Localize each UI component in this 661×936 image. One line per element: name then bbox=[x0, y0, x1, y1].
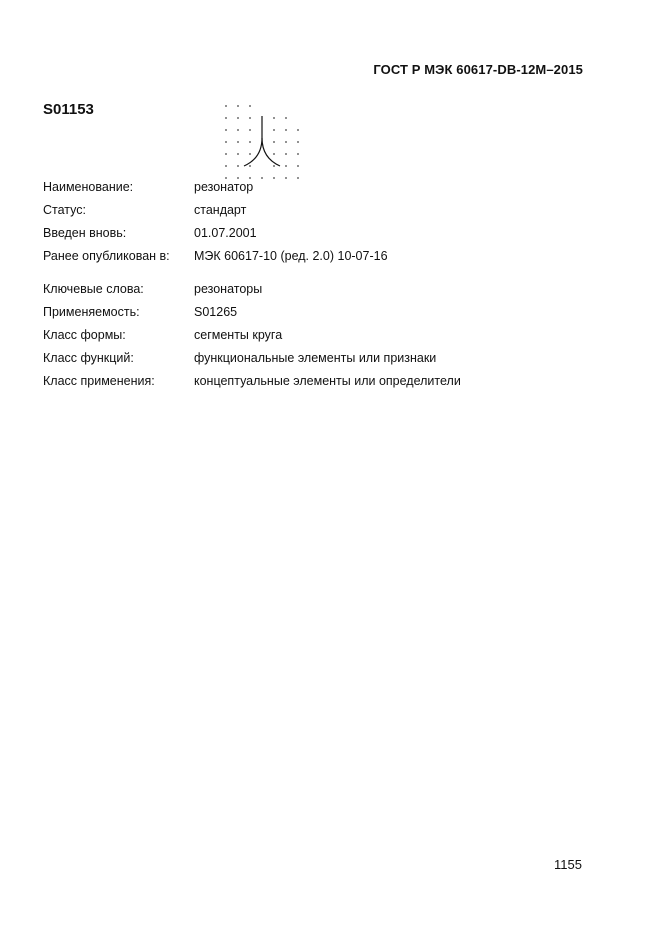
property-value: 01.07.2001 bbox=[194, 226, 257, 240]
property-value: S01265 bbox=[194, 305, 238, 319]
property-value: концептуальные элементы или определители bbox=[194, 374, 461, 388]
property-row-name bbox=[43, 179, 461, 202]
property-value: МЭК 60617-10 (ред. 2.0) 10-07-16 bbox=[194, 249, 388, 263]
property-row-application-class bbox=[43, 373, 461, 396]
property-value: резонаторы bbox=[194, 282, 263, 296]
property-label: Статус: bbox=[43, 203, 86, 217]
property-label: Ранее опубликован в: bbox=[43, 249, 170, 263]
property-value: стандарт bbox=[194, 203, 247, 217]
resonator-arcs bbox=[244, 116, 280, 166]
property-label: Наименование: bbox=[43, 180, 134, 194]
property-row-keywords bbox=[43, 281, 461, 304]
property-label: Введен вновь: bbox=[43, 226, 127, 240]
property-row-function-class bbox=[43, 350, 461, 373]
property-value: резонатор bbox=[194, 180, 254, 194]
property-value: сегменты круга bbox=[194, 328, 283, 342]
property-row-previously-published bbox=[43, 248, 461, 271]
section-gap bbox=[43, 271, 461, 281]
property-label: Класс формы: bbox=[43, 328, 126, 342]
property-row-status bbox=[43, 202, 461, 225]
property-label: Класс применения: bbox=[43, 374, 155, 388]
property-row-applicability bbox=[43, 304, 461, 327]
property-label: Применяемость: bbox=[43, 305, 140, 319]
properties-table bbox=[43, 179, 461, 396]
property-label: Ключевые слова: bbox=[43, 282, 144, 296]
property-label: Класс функций: bbox=[43, 351, 134, 365]
page-number: 1155 bbox=[554, 857, 582, 872]
property-value: функциональные элементы или признаки bbox=[194, 351, 437, 365]
property-row-introduced bbox=[43, 225, 461, 248]
page-header: ГОСТ Р МЭК 60617-DB-12M–2015 bbox=[373, 62, 583, 77]
symbol-id: S01153 bbox=[43, 101, 94, 118]
resonator-symbol-icon bbox=[218, 100, 302, 182]
property-row-shape-class bbox=[43, 327, 461, 350]
